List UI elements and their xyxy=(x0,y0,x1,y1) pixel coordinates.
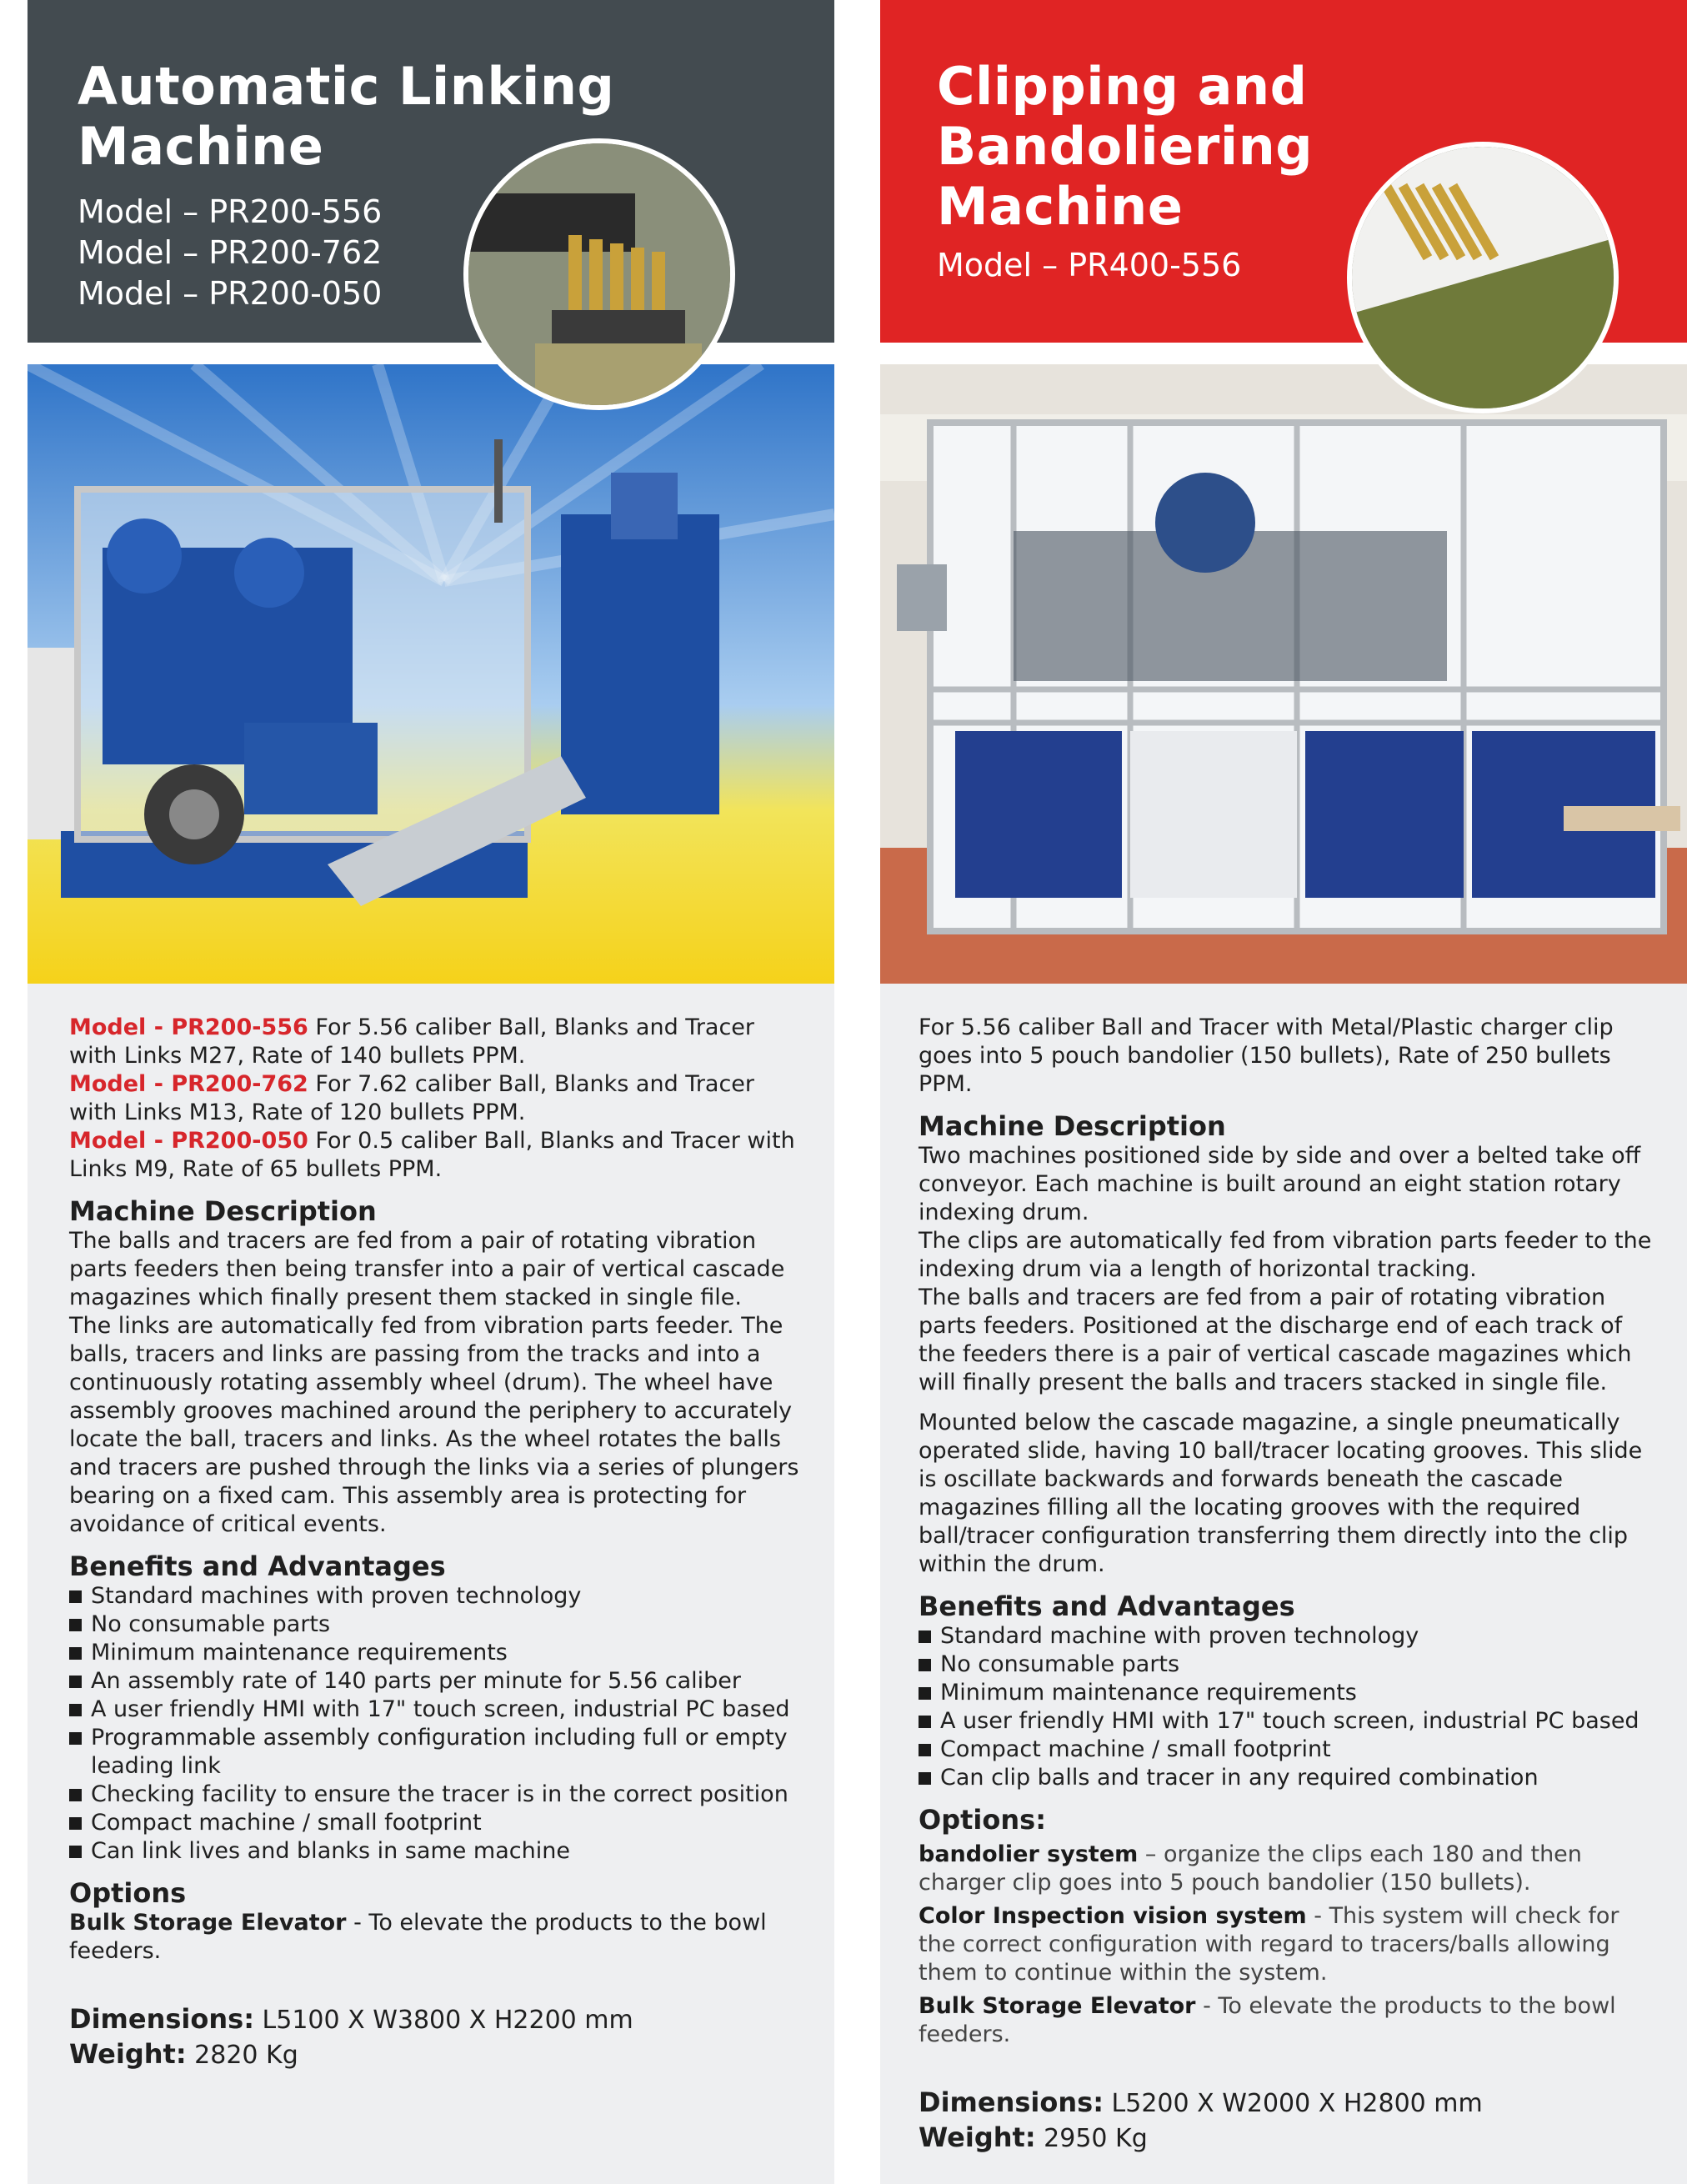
machine-description-heading: Machine Description xyxy=(69,1195,377,1227)
intro-paragraph: For 5.56 caliber Ball and Tracer with Metal/Plastic charger clip goes into 5 pouch bandolier (150 bullets), Rate of 250 bullets PPM. xyxy=(919,1014,1614,1097)
linking-machine-photo xyxy=(28,364,834,984)
right-body xyxy=(880,984,1687,2184)
list-item: A user friendly HMI with 17" touch screen, industrial PC based xyxy=(919,1707,1654,1736)
right-title: Clipping and Bandoliering Machine xyxy=(937,56,1314,237)
clipping-machine-photo xyxy=(880,364,1687,984)
list-item: An assembly rate of 140 parts per minute for 5.56 caliber xyxy=(69,1667,801,1696)
description-paragraph: The balls and tracers are fed from a pair of rotating vibration parts feeders then being transfer into a pair of vertical cascade magazines which finally present them stacked in single file. xyxy=(69,1228,785,1310)
model-spec: Model - PR200-050 For 0.5 caliber Ball, Blanks and Tracer with Links M9, Rate of 65 bullets PPM. xyxy=(69,1128,795,1182)
list-item: Can clip balls and tracer in any required combination xyxy=(919,1764,1654,1792)
model-spec: Model - PR200-556 For 5.56 caliber Ball, Blanks and Tracer with Links M27, Rate of 140 bullets PPM. xyxy=(69,1014,755,1069)
list-item: Programmable assembly configuration including full or empty leading link xyxy=(69,1724,801,1781)
left-title: Automatic Linking Machine xyxy=(78,56,615,177)
description-paragraph: Two machines positioned side by side and over a belted take off conveyor. Each machine is built around an eight station rotary indexing drum. xyxy=(919,1143,1641,1225)
list-item: Checking facility to ensure the tracer is in the correct position xyxy=(69,1781,801,1809)
dimensions: Dimensions: L5200 X W2000 X H2800 mm Weight: 2950 Kg xyxy=(919,2086,1483,2153)
list-item: A user friendly HMI with 17" touch screen, industrial PC based xyxy=(69,1696,801,1724)
left-model-line: Model – PR200-556 xyxy=(78,193,383,230)
list-item: No consumable parts xyxy=(69,1610,801,1639)
description-paragraph: The links are automatically fed from vibration parts feeder. The balls, tracers and links are passing from the tracks and into a continuously rotating assembly wheel (drum). The wheel have assembly grooves machined around the periphery to accurately locate the ball, tracers and links. As the wheel rotates the balls and tracers are pushed through the links via a series of plungers bearing on a fixed cam. This assembly area is protecting for avoidance of critical events. xyxy=(69,1313,799,1537)
option-item: Bulk Storage Elevator - To elevate the products to the bowl feeders. xyxy=(919,1993,1616,2047)
benefits-heading: Benefits and Advantages xyxy=(69,1550,446,1582)
ammunition-belt-inset-photo xyxy=(463,138,735,410)
description-paragraph: Mounted below the cascade magazine, a single pneumatically operated slide, having 10 ball/tracer locating grooves. This slide is oscillate backwards and forwards beneath the cascade magazines filling all the locating grooves with the required ball/tracer configuration transferring them directly into the clip within the drum. xyxy=(919,1410,1643,1577)
benefits-heading: Benefits and Advantages xyxy=(919,1590,1295,1622)
list-item: Standard machine with proven technology xyxy=(919,1622,1654,1651)
left-body xyxy=(28,984,834,2184)
description-paragraph: The clips are automatically fed from vibration parts feeder to the indexing drum via a length of horizontal tracking. xyxy=(919,1228,1652,1282)
right-model-line: Model – PR400-556 xyxy=(937,247,1242,283)
options-heading: Options xyxy=(69,1877,187,1909)
list-item: Minimum maintenance requirements xyxy=(919,1679,1654,1707)
list-item: Standard machines with proven technology xyxy=(69,1582,801,1610)
list-item: Compact machine / small footprint xyxy=(919,1736,1654,1764)
dimensions: Dimensions: L5100 X W3800 X H2200 mm Weight: 2820 Kg xyxy=(69,2003,633,2070)
options-heading: Options: xyxy=(919,1804,1046,1836)
option-item: Color Inspection vision system - This system will check for the correct configuration with regard to tracers/balls allowing them to continue within the system. xyxy=(919,1903,1619,1986)
left-model-line: Model – PR200-762 xyxy=(78,234,383,271)
benefits-list xyxy=(69,1582,801,1866)
model-spec: Model - PR200-762 For 7.62 caliber Ball, Blanks and Tracer with Links M13, Rate of 120 bullets PPM. xyxy=(69,1071,755,1125)
option-item: Bulk Storage Elevator - To elevate the products to the bowl feeders. xyxy=(69,1910,767,1964)
list-item: Minimum maintenance requirements xyxy=(69,1639,801,1667)
list-item: No consumable parts xyxy=(919,1651,1654,1679)
left-model-line: Model – PR200-050 xyxy=(78,275,383,312)
list-item: Compact machine / small footprint xyxy=(69,1809,801,1837)
machine-description-heading: Machine Description xyxy=(919,1110,1226,1142)
option-item: bandolier system – organize the clips each 180 and then charger clip goes into 5 pouch bandolier (150 bullets). xyxy=(919,1841,1582,1896)
description-paragraph: The balls and tracers are fed from a pair of rotating vibration parts feeders. Positioned at the discharge end of each track of the feeders there is a pair of vertical cascade magazines which will finally present the balls and tracers stacked in single file. xyxy=(919,1285,1632,1395)
benefits-list xyxy=(919,1622,1654,1792)
list-item: Can link lives and blanks in same machine xyxy=(69,1837,801,1866)
bandolier-inset-photo xyxy=(1347,142,1619,413)
